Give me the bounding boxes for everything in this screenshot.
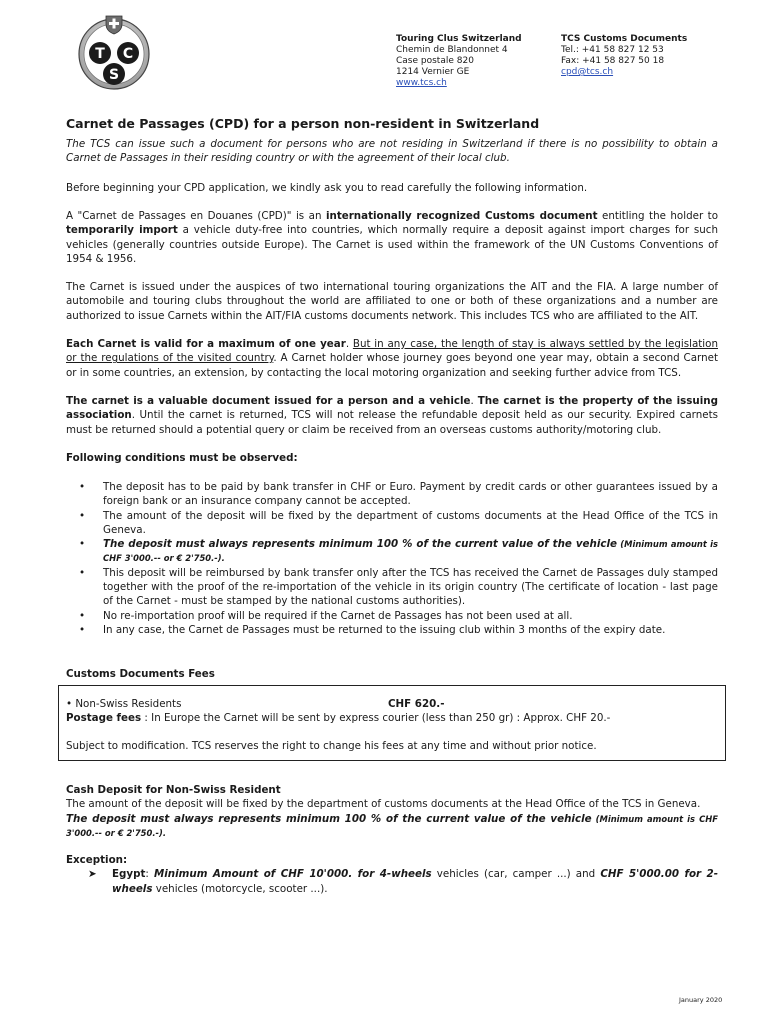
organizations-paragraph: The Carnet is issued under the auspices of two international touring organizations the AIT and the FIA. A large number of automobile and touring clubs throughout the world are affiliated to one or both of these organizations and a number are authorized to issue Carnets within the AIT/FIA customs documents network. This includes TCS who are affiliated to the AIT.	[66, 281, 718, 322]
before-paragraph: Before beginning your CPD application, we kindly ask you to read carefully the following information.	[66, 182, 588, 194]
customs-contact-block	[561, 34, 687, 78]
intro-paragraph: The TCS can issue such a document for persons who are not residing in Switzerland if there is no possibility to obtain a Carnet de Passages in their residing country or with the agreement of their local club.	[66, 138, 718, 165]
postage-fees-line: Postage fees : In Europe the Carnet will be sent by express courier (less than 250 gr) : Approx. CHF 20.-	[66, 712, 611, 724]
validity-paragraph: Each Carnet is valid for a maximum of one year. But in any case, the length of stay is always settled by the legislation or the regulations of the visited country. A Carnet holder whose journey goes beyond one year may, obtain a second Carnet or in some countries, an extension, by contacting the local motoring organization and seeking further advice from TCS.	[66, 338, 718, 379]
fees-heading: Customs Documents Fees	[66, 668, 215, 680]
conditions-list-block	[66, 480, 718, 637]
fees-content	[66, 697, 718, 754]
property-paragraph: The carnet is a valuable document issued for a person and a vehicle. The carnet is the property of the issuing association. Until the carnet is returned, TCS will not release the refundable deposit held as our security. Expired carnets must be returned should a potential query or claim be received from an overseas customs authority/motoring club.	[66, 395, 718, 436]
logo-letter-c: C	[122, 46, 134, 62]
exception-item: ➤ Egypt: Minimum Amount of CHF 10'000. for 4-wheels vehicles (car, camper ...) and CHF 5'000.00 for 2-wheels vehicles (motorcycle, scooter ...).	[88, 868, 718, 895]
logo-letter-s: S	[108, 67, 120, 83]
contact-fax: Fax: +41 58 827 50 18	[561, 56, 665, 66]
exception-heading: Exception:	[66, 854, 128, 866]
tcs-address-block	[396, 34, 522, 89]
tcs-logo	[76, 14, 152, 90]
conditions-list	[66, 480, 718, 637]
cash-deposit-heading: Cash Deposit for Non-Swiss Resident	[66, 784, 281, 796]
address-line-postbox: Case postale 820	[396, 56, 474, 66]
website-link[interactable]: www.tcs.ch	[396, 78, 447, 88]
list-item: • No re-importation proof will be required if the Carnet de Passages has not been used at all.	[66, 609, 718, 623]
resident-price: CHF 620.-	[388, 698, 445, 710]
resident-fee-row	[66, 697, 718, 711]
address-line-street: Chemin de Blandonnet 4	[396, 45, 508, 55]
cash-deposit-text: The amount of the deposit will be fixed by the department of customs documents at the Head Office of the TCS in Geneva.	[66, 798, 701, 811]
list-item: • The deposit has to be paid by bank transfer in CHF or Euro. Payment by credit cards or other guarantees issued by a foreign bank or an insurance company cannot be accepted.	[66, 480, 718, 509]
footer-date: January 2020	[679, 996, 723, 1004]
list-item: • In any case, the Carnet de Passages must be returned to the issuing club within 3 months of the expiry date.	[66, 623, 718, 637]
contact-tel: Tel.: +41 58 827 12 53	[561, 45, 664, 55]
document-title: Carnet de Passages (CPD) for a person non-resident in Switzerland	[66, 116, 540, 131]
list-item: • This deposit will be reimbursed by bank transfer only after the TCS has received the Carnet de Passages duly stamped together with the proof of the re-importation of the vehicle in its origin country (The certificate of location - last page of the Carnet - must be stamped by the national customs authorities).	[66, 566, 718, 609]
address-line-city: 1214 Vernier GE	[396, 67, 470, 77]
customs-dept-name: TCS Customs Documents	[561, 34, 688, 44]
logo-letter-t: T	[95, 46, 105, 62]
cash-deposit-section: Cash Deposit for Non-Swiss Resident The amount of the deposit will be fixed by the department of customs documents at the Head Office of the TCS in Geneva. The deposit must always represents minimum 100 % of the current value of the vehicle (Minimum amount is CHF 3'000.-- or € 2'750.-).	[66, 784, 718, 838]
tcs-name: Touring Clus Switzerland	[396, 34, 522, 44]
email-link[interactable]: cpd@tcs.ch	[561, 67, 614, 77]
list-item: • The amount of the deposit will be fixed by the department of customs documents at the Head Office of the TCS in Geneva.	[66, 509, 718, 538]
fees-note: Subject to modification. TCS reserves the right to change his fees at any time and without prior notice.	[66, 740, 597, 753]
list-item: • The deposit must always represents minimum 100 % of the current value of the vehicle (Minimum amount is CHF 3'000.-- or € 2'750.-).	[66, 537, 718, 566]
arrow-bullet-icon: ➤	[88, 868, 97, 881]
resident-label: • Non-Swiss Residents	[66, 698, 182, 710]
carnet-definition-paragraph: A "Carnet de Passages en Douanes (CPD)" is an internationally recognized Customs document entitling the holder to temporarily import a vehicle duty-free into countries, which normally require a deposit against import charges for such vehicles (generally countries outside Europe). The Carnet is used within the framework of the UN Customs Conventions of 1954 & 1956.	[66, 210, 719, 265]
conditions-heading: Following conditions must be observed:	[66, 452, 298, 464]
exception-section	[66, 853, 718, 896]
